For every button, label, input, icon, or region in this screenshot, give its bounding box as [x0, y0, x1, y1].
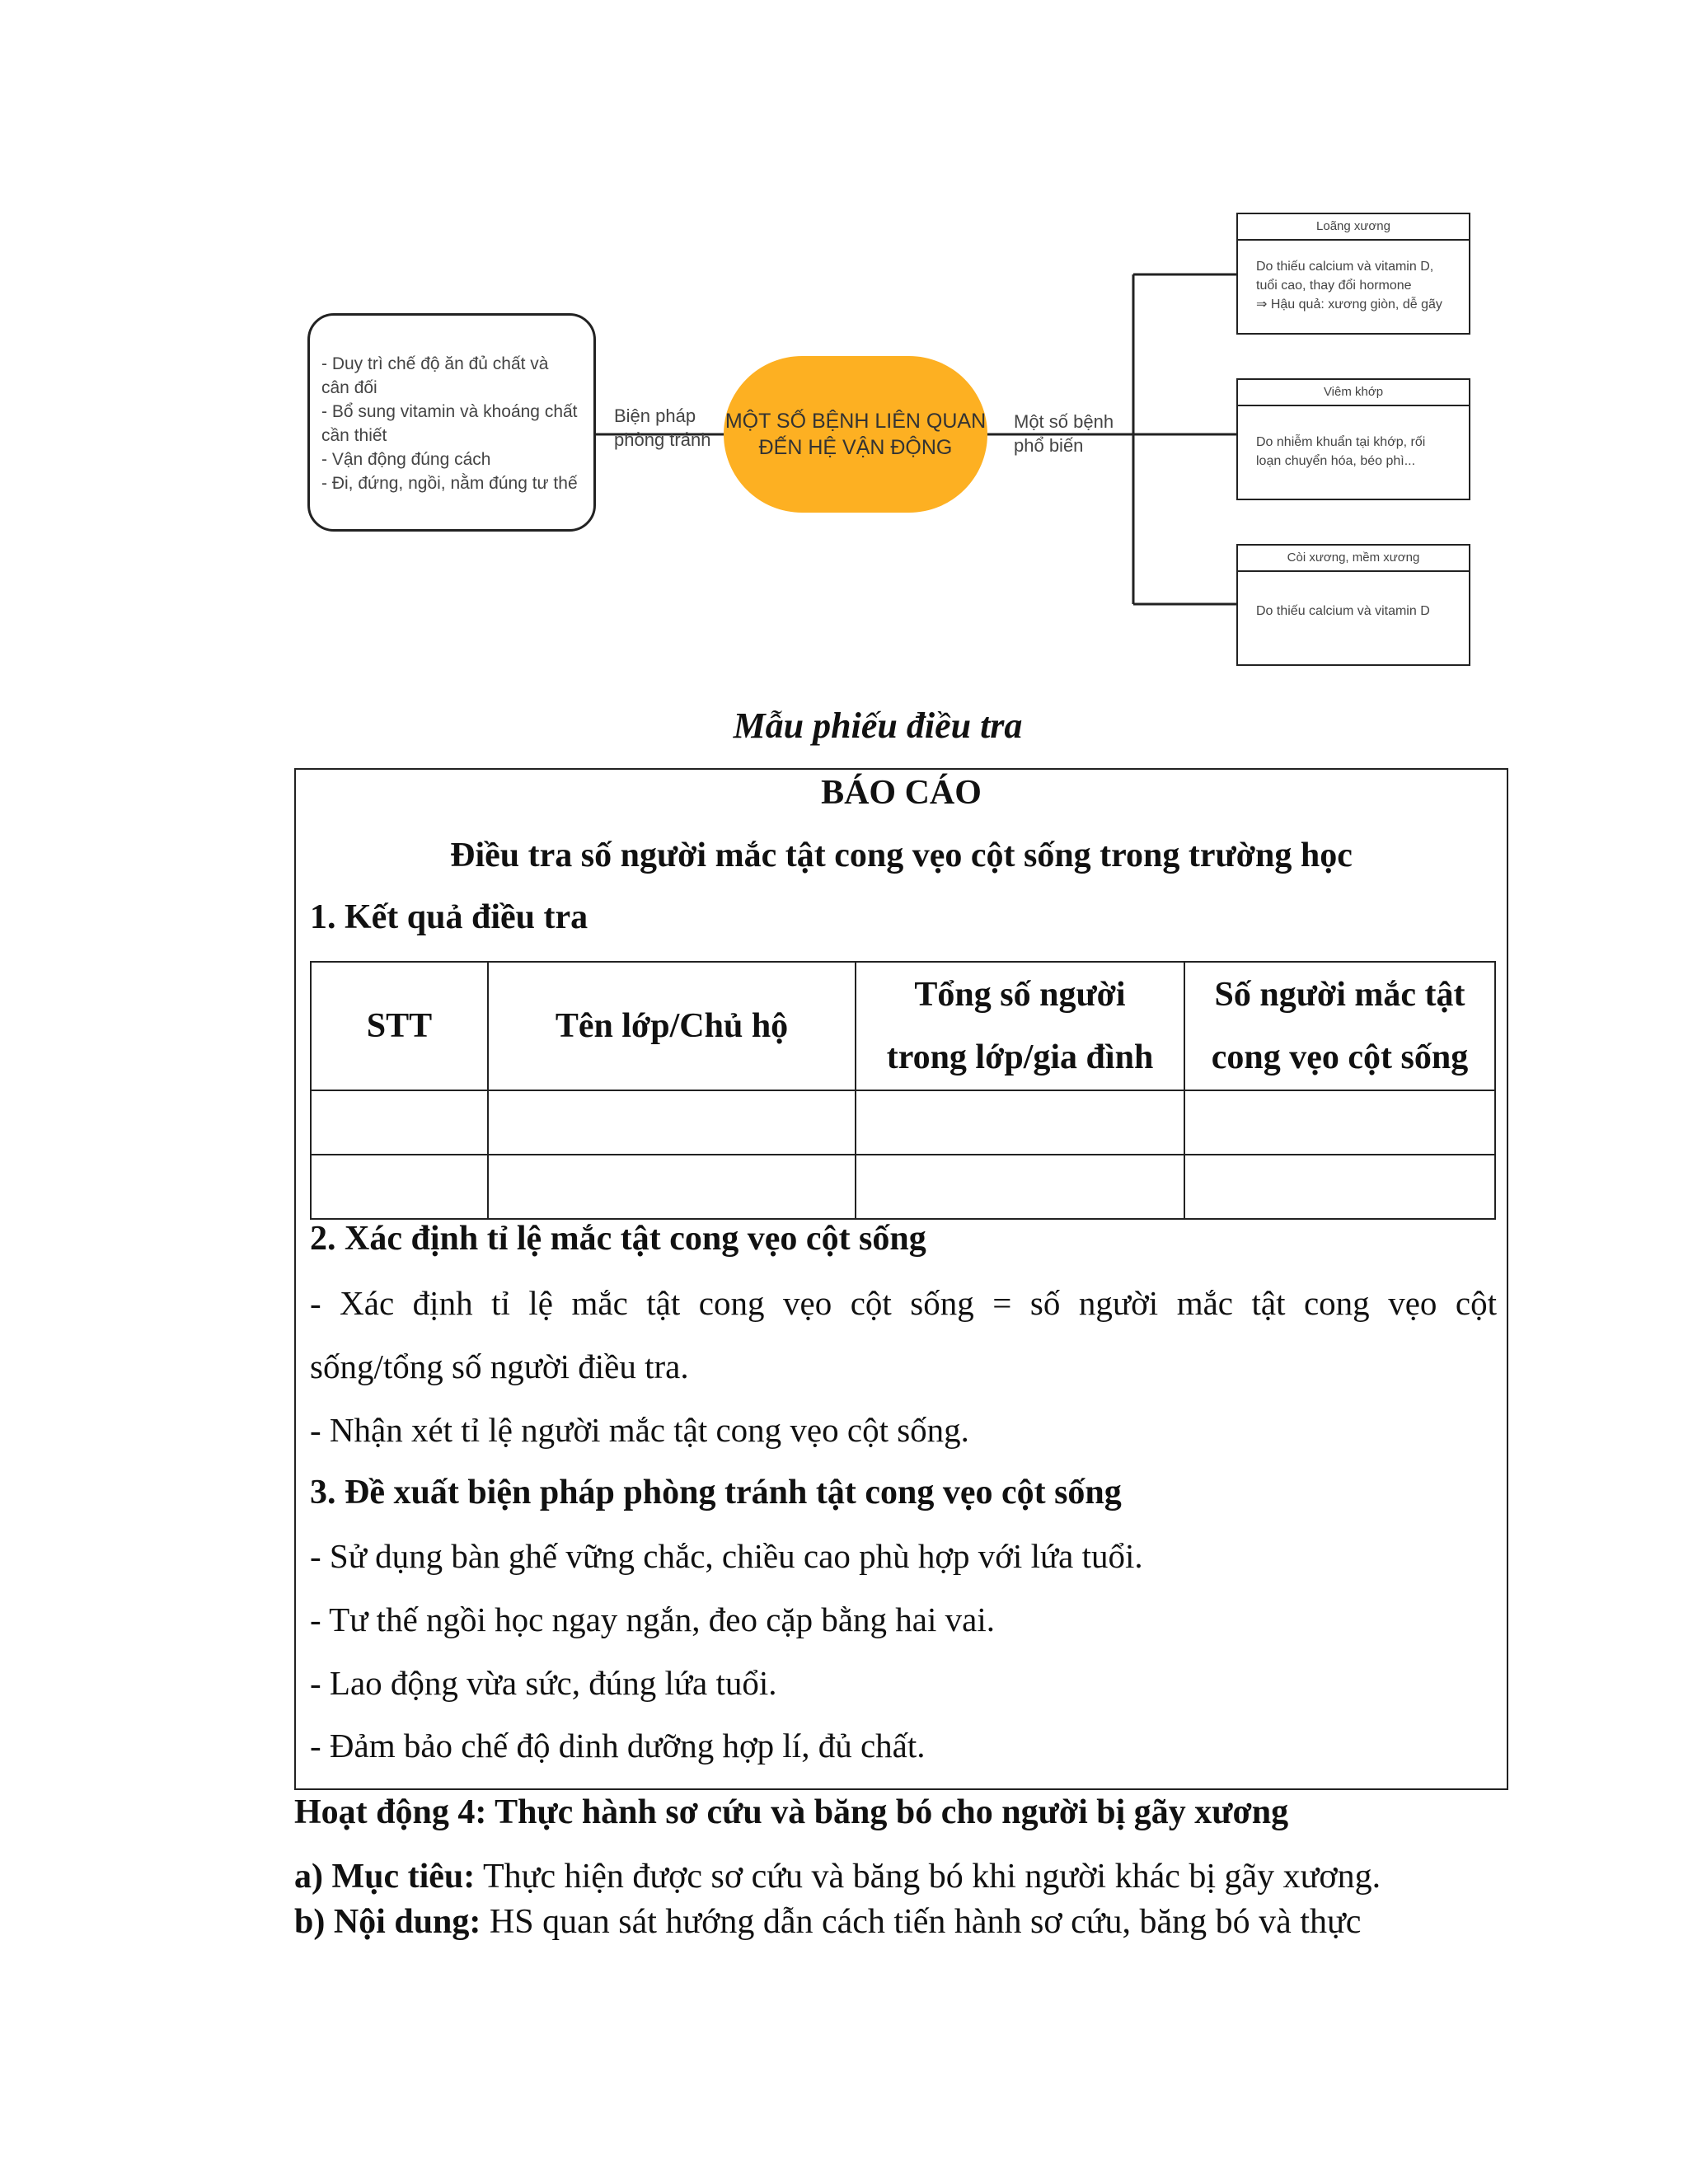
section-3-item: - Tư thế ngồi học ngay ngắn, đeo cặp bằng hai vai. — [310, 1601, 995, 1638]
disease-box-rickets — [1236, 544, 1470, 666]
report-subtitle: Điều tra số người mắc tật cong vẹo cột sống trong trường học — [450, 837, 1353, 874]
disease-line: Do thiếu calcium và vitamin D, — [1256, 260, 1434, 274]
section-2-line: - Xác định tỉ lệ mắc tật cong vẹo cột sống = số người mắc tật cong vẹo cột — [310, 1284, 1497, 1322]
disease-box-arthritis — [1236, 378, 1470, 500]
content-label: b) Nội dung: — [294, 1903, 481, 1941]
table-cell[interactable] — [1184, 1090, 1495, 1155]
disease-edge-label: Một số bệnh phổ biến — [1014, 411, 1114, 456]
prevention-box — [307, 313, 596, 532]
table-row — [311, 1155, 1495, 1219]
col-affected: Số người mắc tật cong vẹo cột sống — [1184, 962, 1495, 1090]
section-2-line: - Nhận xét tỉ lệ người mắc tật cong vẹo cột sống. — [310, 1411, 969, 1449]
table-cell[interactable] — [488, 1155, 856, 1219]
prevention-line: - Đi, đứng, ngồi, nằm đúng tư thế — [321, 474, 578, 493]
section-3-item: - Đảm bảo chế độ dinh dưỡng hợp lí, đủ chất. — [310, 1727, 926, 1765]
prevention-line: - Vận động đúng cách — [321, 450, 491, 469]
central-topic: MỘT SỐ BỆNH LIÊN QUAN ĐẾN HỆ VẬN ĐỘNG — [724, 356, 987, 513]
objective-text: Thực hiện được sơ cứu và băng bó khi người khác bị gãy xương. — [475, 1858, 1381, 1896]
table-cell[interactable] — [311, 1090, 488, 1155]
prevention-line: cân đối — [321, 378, 377, 397]
prevention-line: - Bổ sung vitamin và khoáng chất — [321, 402, 578, 421]
section-3-heading: 3. Đề xuất biện pháp phòng tránh tật cong vẹo cột sống — [310, 1474, 1122, 1511]
form-caption: Mẫu phiếu điều tra — [733, 705, 1023, 746]
disease-title: Còi xương, mềm xương — [1238, 546, 1469, 572]
concept-diagram — [0, 0, 1688, 684]
col-total: Tổng số người trong lớp/gia đình — [856, 962, 1184, 1090]
col-class: Tên lớp/Chủ hộ — [488, 962, 856, 1090]
content-text: HS quan sát hướng dẫn cách tiến hành sơ cứu, băng bó và thực — [481, 1903, 1362, 1941]
report-title: BÁO CÁO — [821, 774, 982, 812]
disease-line: loạn chuyển hóa, béo phì... — [1256, 454, 1416, 468]
table-cell[interactable] — [856, 1155, 1184, 1219]
table-cell[interactable] — [311, 1155, 488, 1219]
report-form — [294, 768, 1508, 1790]
disease-line: Do nhiễm khuẩn tại khớp, rối — [1256, 435, 1426, 449]
section-1-heading: 1. Kết quả điều tra — [310, 898, 588, 936]
activity-content — [294, 1902, 1361, 1942]
activity-heading: Hoạt động 4: Thực hành sơ cứu và băng bó cho người bị gãy xương — [294, 1793, 1289, 1831]
section-3-item: - Lao động vừa sức, đúng lứa tuổi. — [310, 1664, 777, 1702]
disease-line: ⇒ Hậu quả: xương giòn, dễ gãy — [1256, 298, 1442, 312]
table-cell[interactable] — [856, 1090, 1184, 1155]
prevention-line: - Duy trì chế độ ăn đủ chất và — [321, 354, 549, 373]
section-3-item: - Sử dụng bàn ghế vững chắc, chiều cao phù hợp với lứa tuổi. — [310, 1537, 1143, 1575]
table-row — [311, 1090, 1495, 1155]
activity-objective — [294, 1857, 1381, 1896]
section-2-line: sống/tổng số người điều tra. — [310, 1347, 689, 1385]
disease-title: Viêm khớp — [1238, 380, 1469, 406]
table-cell[interactable] — [488, 1090, 856, 1155]
table-cell[interactable] — [1184, 1155, 1495, 1219]
survey-table — [310, 961, 1496, 1220]
table-header-row — [311, 962, 1495, 1090]
prevention-edge-label: Biện pháp phòng tránh — [614, 405, 711, 450]
disease-box-osteoporosis — [1236, 213, 1470, 335]
prevention-line: cần thiết — [321, 426, 387, 445]
disease-title: Loãng xương — [1238, 214, 1469, 241]
col-stt: STT — [311, 962, 488, 1090]
disease-line: Do thiếu calcium và vitamin D — [1256, 604, 1430, 618]
objective-label: a) Mục tiêu: — [294, 1858, 476, 1896]
section-2-heading: 2. Xác định tỉ lệ mắc tật cong vẹo cột sống — [310, 1220, 926, 1258]
disease-line: tuổi cao, thay đổi hormone — [1256, 279, 1412, 293]
